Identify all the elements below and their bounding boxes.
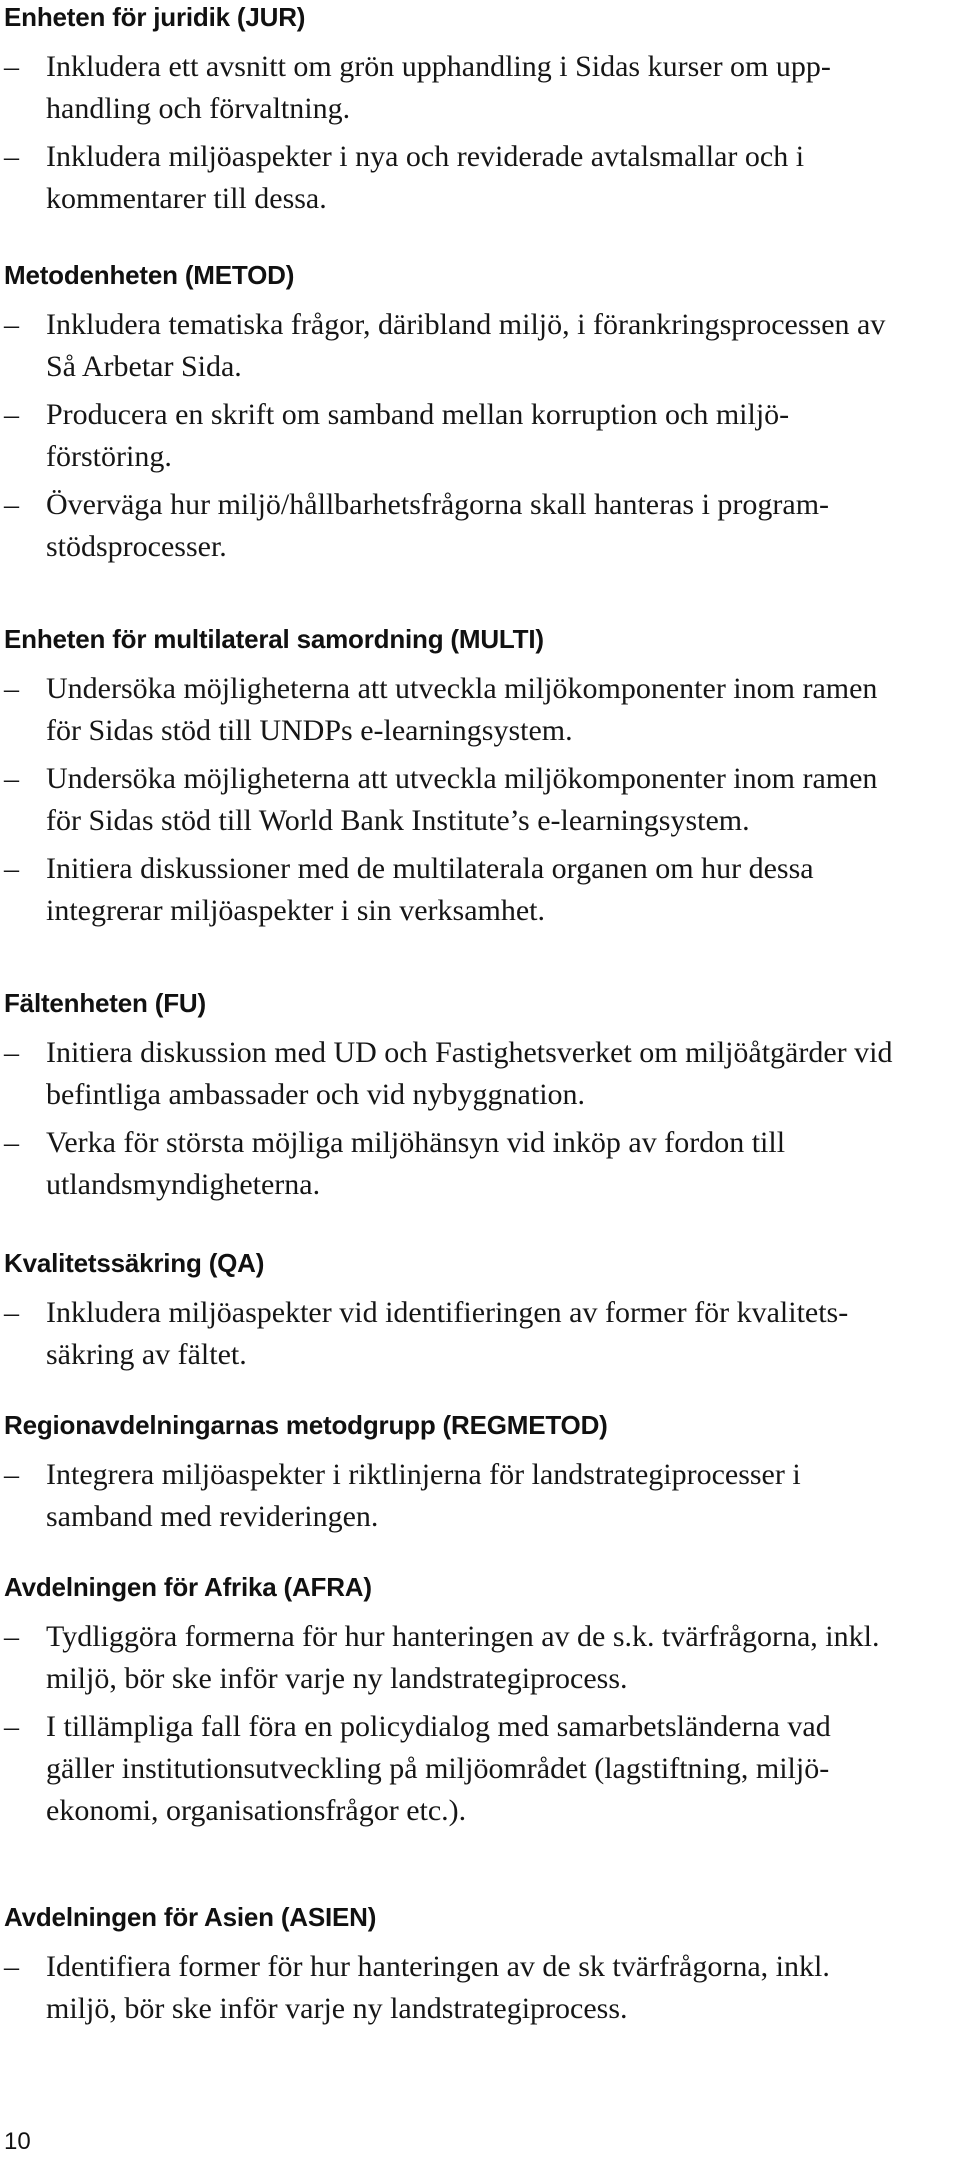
list-item-text: Överväga hur miljö/hållbarhetsfrågorna skall hanteras i program- stödsprocesser. xyxy=(46,488,830,563)
bullet-dash: – xyxy=(4,488,19,521)
section xyxy=(4,1408,954,1544)
bullet-list xyxy=(4,1454,954,1538)
bullet-dash: – xyxy=(4,762,19,795)
section xyxy=(4,1570,954,1838)
list-item-text: Tydliggöra formerna för hur hanteringen av de s.k. tvärfrågorna, inkl. miljö, bör ske inför varje ny landstrategiprocess. xyxy=(46,1620,880,1695)
list-item-text: I tillämpliga fall föra en policydialog med samarbetsländerna vad gäller institutionsutveckling på miljöområdet (lagstiftning, miljö- ekonomi, organisationsfrågor etc.). xyxy=(46,1710,831,1827)
section-heading: Avdelningen för Afrika (AFRA) xyxy=(4,1572,372,1602)
bullet-dash: – xyxy=(4,1710,19,1743)
section xyxy=(4,622,954,938)
bullet-dash: – xyxy=(4,140,19,173)
list-item xyxy=(4,758,954,842)
list-item-text: Initiera diskussioner med de multilaterala organen om hur dessa integrerar miljöaspekter i sin verksamhet. xyxy=(46,852,814,927)
bullet-list xyxy=(4,1616,954,1832)
bullet-dash: – xyxy=(4,1458,19,1491)
list-item xyxy=(4,46,954,130)
list-item-text: Identifiera former för hur hanteringen av de sk tvärfrågorna, inkl. miljö, bör ske inför varje ny landstrategiprocess. xyxy=(46,1950,830,2025)
list-item-text: Inkludera miljöaspekter vid identifieringen av former för kvalitets- säkring av fältet. xyxy=(46,1296,849,1371)
section-heading: Enheten för juridik (JUR) xyxy=(4,2,306,32)
list-item-text: Verka för största möjliga miljöhänsyn vid inköp av fordon till utlandsmyndigheterna. xyxy=(46,1126,786,1201)
bullet-dash: – xyxy=(4,1620,19,1653)
list-item-text: Integrera miljöaspekter i riktlinjerna för landstrategiprocesser i samband med revideringen. xyxy=(46,1458,801,1533)
section-heading: Avdelningen för Asien (ASIEN) xyxy=(4,1902,377,1932)
list-item xyxy=(4,1706,954,1832)
list-item xyxy=(4,394,954,478)
section-heading: Enheten för multilateral samordning (MULTI) xyxy=(4,624,544,654)
section xyxy=(4,1900,954,2036)
section-heading: Regionavdelningarnas metodgrupp (REGMETOD) xyxy=(4,1410,608,1440)
list-item xyxy=(4,1032,954,1116)
list-item xyxy=(4,1616,954,1700)
section xyxy=(4,1246,954,1382)
list-item-text: Inkludera ett avsnitt om grön upphandling i Sidas kurser om upp- handling och förvaltning. xyxy=(46,50,831,125)
list-item-text: Undersöka möjligheterna att utveckla miljökomponenter inom ramen för Sidas stöd till UNDPs e-learningsystem. xyxy=(46,672,878,747)
list-item xyxy=(4,848,954,932)
section-heading: Kvalitetssäkring (QA) xyxy=(4,1248,265,1278)
section xyxy=(4,0,954,226)
section xyxy=(4,986,954,1212)
list-item xyxy=(4,1454,954,1538)
list-item xyxy=(4,136,954,220)
bullet-dash: – xyxy=(4,1296,19,1329)
list-item xyxy=(4,1122,954,1206)
list-item xyxy=(4,1946,954,2030)
bullet-dash: – xyxy=(4,308,19,341)
list-item-text: Inkludera tematiska frågor, däribland miljö, i förankringsprocessen av Så Arbetar Sida. xyxy=(46,308,886,383)
bullet-dash: – xyxy=(4,398,19,431)
bullet-dash: – xyxy=(4,672,19,705)
bullet-list xyxy=(4,304,954,568)
list-item xyxy=(4,484,954,568)
page-number: 10 xyxy=(4,2128,31,2155)
bullet-list xyxy=(4,46,954,220)
bullet-list xyxy=(4,1032,954,1206)
list-item-text: Inkludera miljöaspekter i nya och reviderade avtalsmallar och i kommentarer till dessa. xyxy=(46,140,805,215)
list-item xyxy=(4,304,954,388)
list-item-text: Producera en skrift om samband mellan korruption och miljö- förstöring. xyxy=(46,398,790,473)
section-heading: Fältenheten (FU) xyxy=(4,988,206,1018)
bullet-dash: – xyxy=(4,1126,19,1159)
list-item xyxy=(4,1292,954,1376)
bullet-dash: – xyxy=(4,50,19,83)
list-item xyxy=(4,668,954,752)
section-heading: Metodenheten (METOD) xyxy=(4,260,295,290)
bullet-list xyxy=(4,1946,954,2030)
list-item-text: Initiera diskussion med UD och Fastighetsverket om miljöåtgärder vid befintliga ambassader och vid nybyggnation. xyxy=(46,1036,893,1111)
list-item-text: Undersöka möjligheterna att utveckla miljökomponenter inom ramen för Sidas stöd till World Bank Institute’s e-learningsystem. xyxy=(46,762,878,837)
bullet-list xyxy=(4,1292,954,1376)
bullet-list xyxy=(4,668,954,932)
section xyxy=(4,258,954,574)
bullet-dash: – xyxy=(4,1036,19,1069)
bullet-dash: – xyxy=(4,852,19,885)
bullet-dash: – xyxy=(4,1950,19,1983)
